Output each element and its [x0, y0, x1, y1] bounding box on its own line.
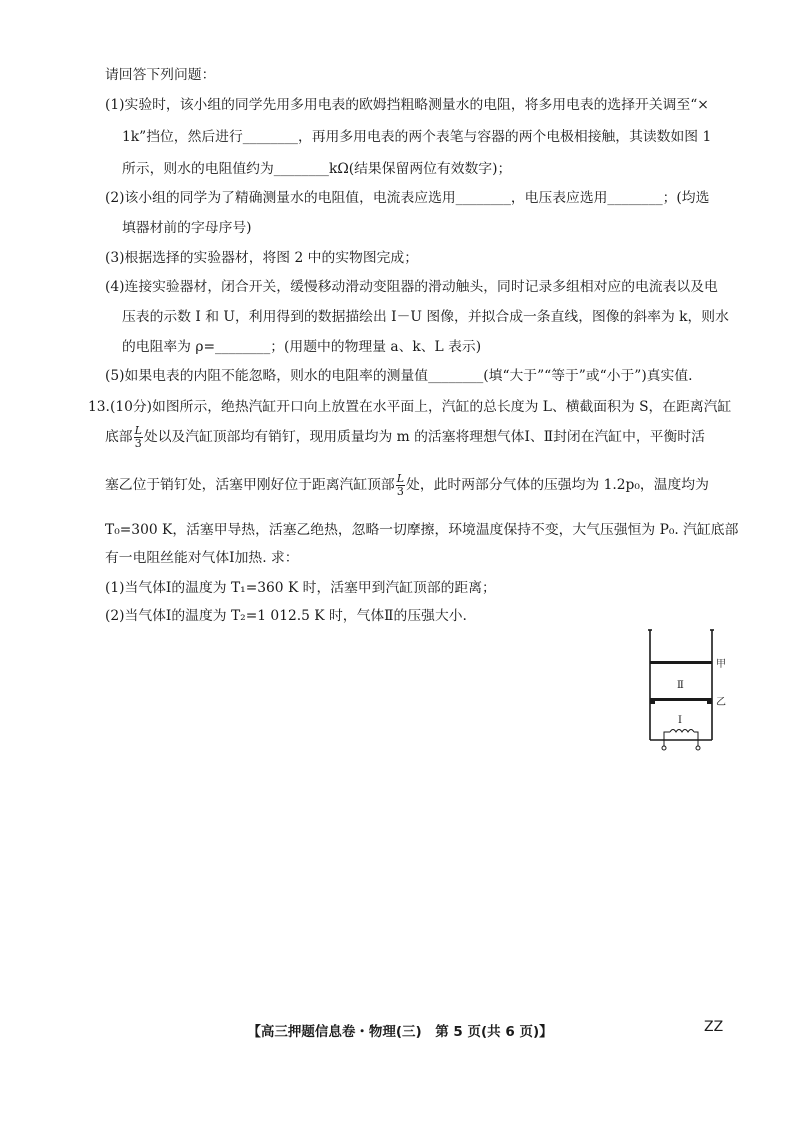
q12-part1-line3: 所示，则水的电阻值约为________kΩ(结果保留两位有效数字)； — [122, 161, 512, 177]
q12-part3-line1: (3)根据选择的实验器材，将图 2 中的实物图完成； — [105, 250, 419, 266]
q13-sub1: (1)当气体Ⅰ的温度为 T₁=360 K 时，活塞甲到汽缸顶部的距离； — [105, 580, 496, 596]
q13-line3-start: 塞乙位于销钉处，活塞甲刚好位于距离汽缸顶部 — [105, 477, 395, 493]
q13-line2 — [105, 420, 705, 454]
pin-right — [707, 700, 712, 704]
q13-sub2: (2)当气体Ⅰ的温度为 T₂=1 012.5 K 时，气体Ⅱ的压强大小. — [105, 608, 467, 624]
q13-line2-start: 底部 — [105, 429, 133, 445]
q12-part4-line1: (4)连接实验器材，闭合开关，缓慢移动滑动变阻器的滑动触头，同时记录多组相对应的电流表以及电 — [105, 279, 718, 295]
label-yi: 乙 — [716, 697, 726, 708]
page-footer: 【高三押题信息卷・物理(三) 第 5 页(共 6 页)】 — [247, 1024, 553, 1040]
label-gas-1: Ⅰ — [678, 715, 682, 726]
piston-yi — [650, 698, 712, 701]
footer-code: ZZ — [704, 1019, 724, 1035]
fraction-l-over-3 — [134, 425, 143, 450]
q13-line2-end: 处以及汽缸顶部均有销钉，现用质量均为 m 的活塞将理想气体Ⅰ、Ⅱ封闭在汽缸中，平衡时活 — [143, 429, 705, 445]
q12-part5-line1: (5)如果电表的内阻不能忽略，则水的电阻率的测量值________(填“大于”“等于”或“小于”)真实值. — [105, 368, 693, 384]
q13-line5: 有一电阻丝能对气体Ⅰ加热. 求： — [105, 550, 299, 566]
label-jia: 甲 — [716, 659, 726, 670]
intro-line: 请回答下列问题： — [105, 67, 216, 83]
fraction-denominator: 3 — [134, 437, 142, 450]
pin-left — [650, 700, 655, 704]
fraction-numerator-second: L — [396, 472, 405, 485]
q12-part1-line2: 1k”挡位，然后进行________，再用多用电表的两个表笔与容器的两个电极相接触，其读数如图 1 — [122, 129, 712, 145]
piston-jia — [650, 661, 712, 664]
fraction-numerator: L — [134, 424, 142, 437]
q13-line3-end: 处，此时两部分气体的压强均为 1.2p₀，温度均为 — [406, 477, 709, 493]
fraction-l-over-3-second — [396, 473, 405, 498]
q12-part4-line2: 压表的示数 I 和 U，利用得到的数据描绘出 I－U 图像，并拟合成一条直线，图像的斜率为 k，则水 — [122, 309, 729, 325]
q12-part2-line2: 填器材前的字母序号) — [122, 220, 252, 236]
q12-part4-line3: 的电阻率为 ρ=________；(用题中的物理量 a、k、L 表示) — [122, 339, 482, 355]
q12-part1-line1: (1)实验时，该小组的同学先用多用电表的欧姆挡粗略测量水的电阻，将多用电表的选择开关调至“× — [105, 97, 709, 113]
label-gas-2: Ⅱ — [677, 680, 684, 691]
q13-line3 — [105, 468, 709, 502]
cylinder-figure — [640, 628, 730, 758]
q13-line1: 13.(10分)如图所示，绝热汽缸开口向上放置在水平面上，汽缸的总长度为 L、横截面积为 S，在距离汽缸 — [88, 399, 732, 415]
q13-line4: T₀=300 K，活塞甲导热，活塞乙绝热，忽略一切摩擦，环境温度保持不变，大气压强恒为 P₀. 汽缸底部 — [105, 522, 739, 538]
fraction-denominator-second: 3 — [396, 485, 404, 498]
q12-part2-line1: (2)该小组的同学为了精确测量水的电阻值，电流表应选用________，电压表应选用________；(均选 — [105, 190, 710, 206]
